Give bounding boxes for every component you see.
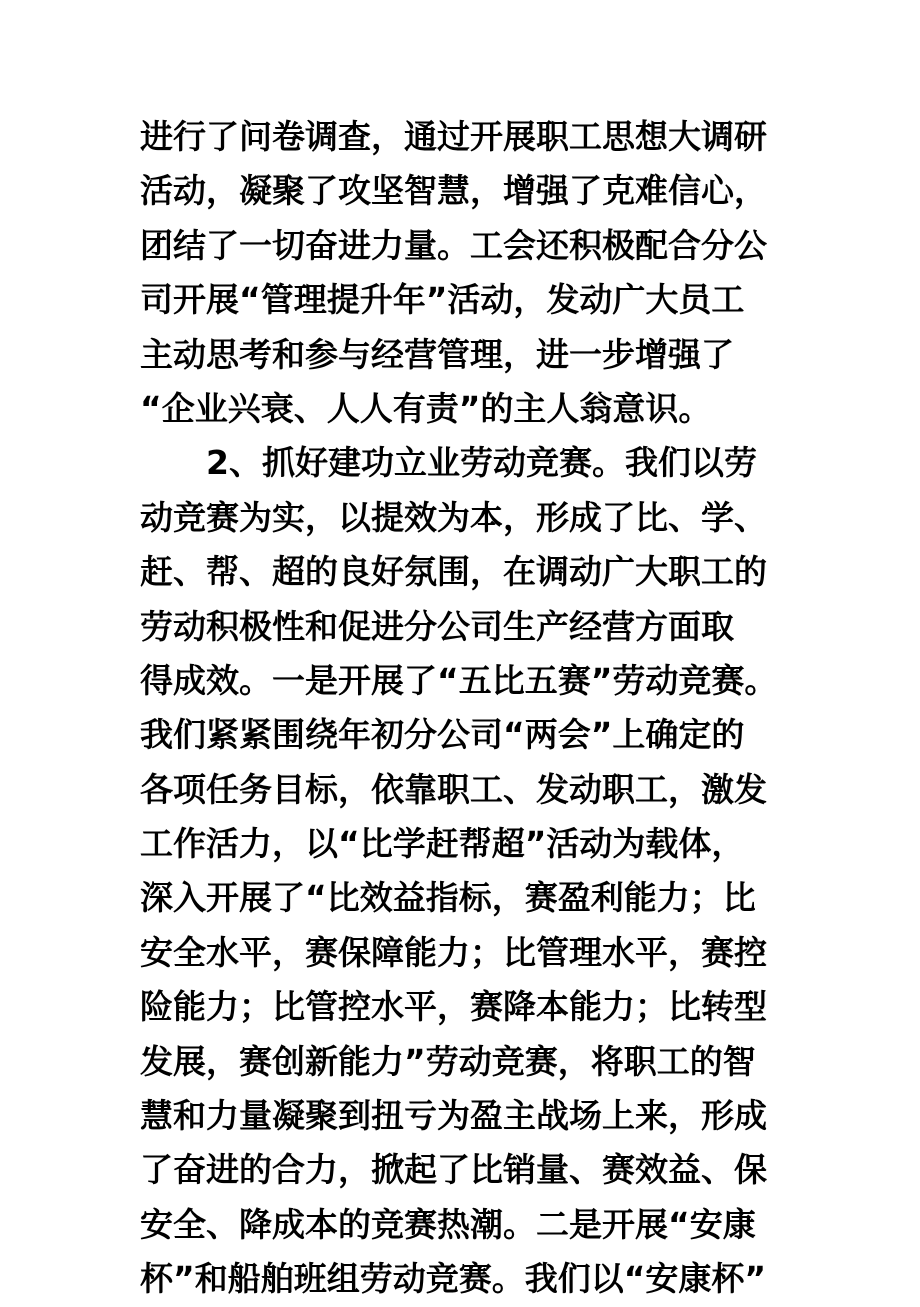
text-line: 动竞赛为实，以提效为本，形成了比、学、 bbox=[140, 497, 767, 537]
text-line: 得成效。一是开展了“五比五赛”劳动竞赛。 bbox=[140, 660, 778, 700]
text-line: 活动，凝聚了攻坚智慧，增强了克难信心， bbox=[140, 171, 767, 211]
text-line: 团结了一切奋进力量。工会还积极配合分公 bbox=[140, 225, 767, 265]
text-line: 安全水平，赛保障能力；比管理水平，赛控 bbox=[140, 932, 767, 972]
text-line: 工作活力，以“比学赶帮超”活动为载体， bbox=[140, 824, 745, 864]
body-text bbox=[140, 110, 800, 1307]
text-line: 发展，赛创新能力”劳动竞赛，将职工的智 bbox=[140, 1041, 756, 1081]
text-line: 我们紧紧围绕年初分公司“两会”上确定的 bbox=[140, 715, 745, 755]
text-line: 安全、降成本的竞赛热潮。二是开展“安康 bbox=[140, 1204, 756, 1244]
text-line: 慧和力量凝聚到扭亏为盈主战场上来，形成 bbox=[140, 1096, 767, 1136]
text-line: 主动思考和参与经营管理，进一步增强了 bbox=[140, 334, 734, 374]
text-line: 司开展“管理提升年”活动，发动广大员工 bbox=[140, 280, 745, 320]
text-line: 杯”和船舶班组劳动竞赛。我们以“安康杯” bbox=[140, 1259, 767, 1299]
text-line: 险能力；比管控水平，赛降本能力；比转型 bbox=[140, 987, 767, 1027]
text-line: 了奋进的合力，掀起了比销量、赛效益、保 bbox=[140, 1150, 767, 1190]
text-line: 深入开展了“比效益指标，赛盈利能力；比 bbox=[140, 878, 756, 918]
paragraph-start-line: 2、抓好建功立业劳动竞赛。我们以劳 bbox=[206, 443, 757, 483]
text-line: 劳动积极性和促进分公司生产经营方面取 bbox=[140, 606, 734, 646]
text-line: 赶、帮、超的良好氛围，在调动广大职工的 bbox=[140, 552, 767, 592]
text-line: 进行了问卷调查，通过开展职工思想大调研 bbox=[140, 117, 767, 156]
text-line: 各项任务目标，依靠职工、发动职工，激发 bbox=[140, 769, 767, 809]
text-line: “企业兴衰、人人有责”的主人翁意识。 bbox=[140, 388, 712, 428]
